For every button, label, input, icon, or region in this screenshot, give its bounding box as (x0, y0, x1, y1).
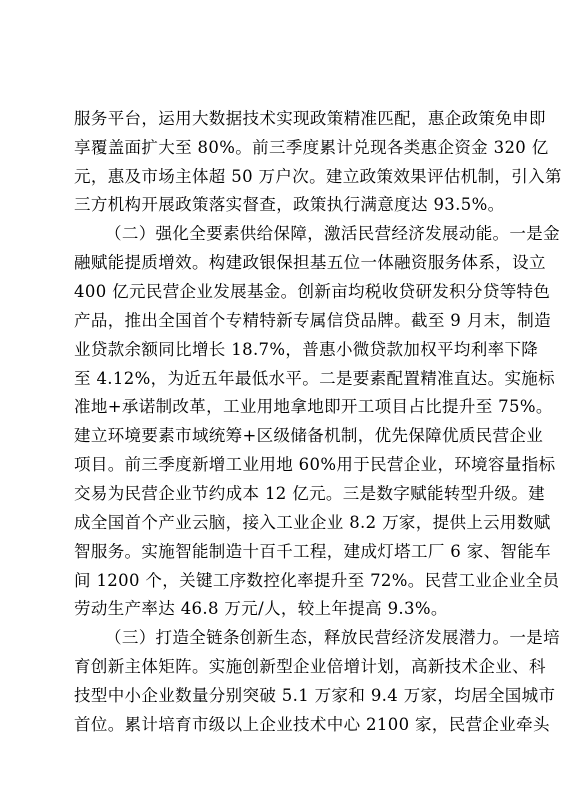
body-line: 400 亿元民营企业发展基金。创新亩均税收贷研发积分贷等特色 (74, 282, 551, 301)
body-line: 智服务。实施智能制造十百千工程，建成灯塔工厂 6 家、智能车 (74, 542, 551, 561)
body-line: 交易为民营企业节约成本 12 亿元。三是数字赋能转型升级。建 (74, 484, 545, 503)
body-line: 服务平台，运用大数据技术实现政策精准匹配，惠企政策免申即 (74, 109, 546, 128)
body-line: 准地+承诺制改革，工业用地拿地即开工项目占比提升至 75%。 (74, 397, 553, 416)
section-heading-line: （二）强化全要素供给保障，激活民营经济发展动能。一是金 (105, 224, 560, 243)
body-line: 项目。前三季度新增工业用地 60%用于民营企业，环境容量指标 (74, 455, 556, 474)
body-line: 三方机构开展政策落实督查，政策执行满意度达 93.5%。 (74, 195, 505, 214)
body-line: 劳动生产率达 46.8 万元/人，较上年提高 9.3%。 (74, 599, 448, 618)
body-line: 产品，推出全国首个专精特新专属信贷品牌。截至 9 月末，制造 (74, 311, 551, 330)
body-line: 技型中小企业数量分别突破 5.1 万家和 9.4 万家，均居全国城市 (74, 686, 556, 705)
body-line: 至 4.12%，为近五年最低水平。二是要素配置精准直达。实施标 (74, 369, 556, 388)
body-line: 首位。累计培育市级以上企业技术中心 2100 家，民营企业牵头 (74, 715, 550, 734)
body-line: 育创新主体矩阵。实施创新型企业倍增计划，高新技术企业、科 (74, 657, 546, 676)
body-line: 融赋能提质增效。构建政银保担基五位一体融资服务体系，设立 (74, 253, 546, 272)
body-line: 享覆盖面扩大至 80%。前三季度累计兑现各类惠企资金 320 亿 (74, 138, 549, 157)
body-line: 建立环境要素市域统筹+区级储备机制，优先保障优质民营企业 (74, 426, 544, 445)
body-line: 元，惠及市场主体超 50 万户次。建立政策效果评估机制，引入第 (74, 167, 562, 186)
body-line: 成全国首个产业云脑，接入工业企业 8.2 万家，提供上云用数赋 (74, 513, 551, 532)
body-line: 间 1200 个，关键工序数控化率提升至 72%。民营工业企业全员 (74, 571, 560, 590)
section-heading-line: （三）打造全链条创新生态，释放民营经济发展潜力。一是培 (105, 628, 560, 647)
body-line: 业贷款余额同比增长 18.7%，普惠小微贷款加权平均利率下降 (74, 340, 539, 359)
